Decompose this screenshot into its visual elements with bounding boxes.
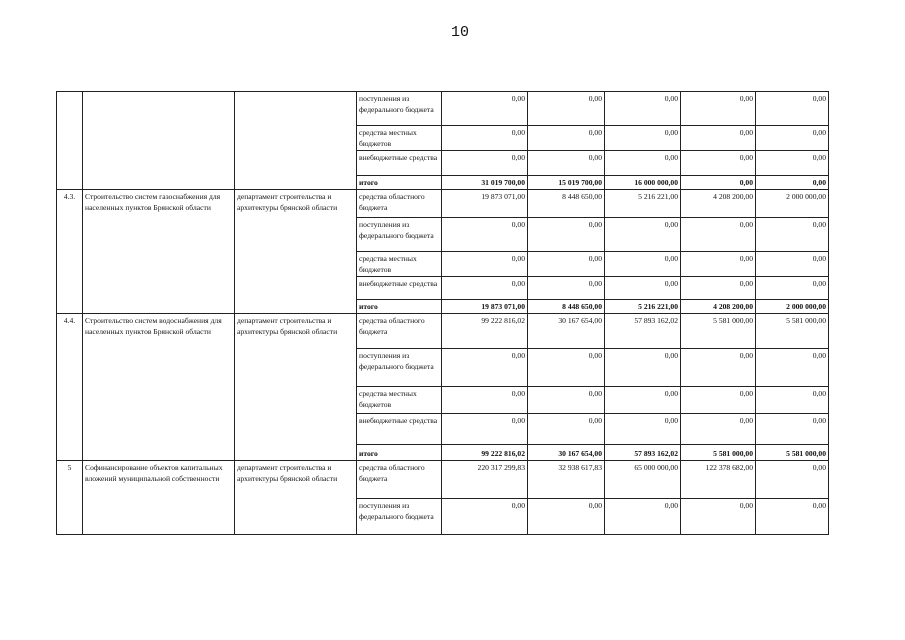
activity-name: [83, 92, 235, 190]
activity-name: Строительство систем газоснабжения для населенных пунктов Брянской области: [83, 190, 235, 314]
amount-cell: 5 216 221,00: [605, 300, 681, 314]
amount-cell: 0,00: [756, 277, 829, 300]
amount-cell: 0,00: [442, 252, 528, 277]
amount-cell: 0,00: [756, 414, 829, 445]
row-index: 4.3.: [57, 190, 83, 314]
funding-source: итого: [357, 176, 442, 190]
table-row: [57, 190, 829, 218]
responsible-executor: департамент строительства и архитектуры брянской области: [235, 314, 357, 461]
funding-source: поступления из федерального бюджета: [357, 218, 442, 252]
table-row: [57, 92, 829, 126]
amount-cell: 19 873 071,00: [442, 190, 528, 218]
amount-cell: 0,00: [605, 218, 681, 252]
amount-cell: 0,00: [681, 414, 756, 445]
amount-cell: 0,00: [442, 151, 528, 176]
amount-cell: 0,00: [756, 151, 829, 176]
funding-source: внебюджетные средства: [357, 414, 442, 445]
amount-cell: 5 581 000,00: [756, 445, 829, 461]
amount-cell: 99 222 816,02: [442, 314, 528, 349]
row-index: [57, 92, 83, 190]
amount-cell: 0,00: [528, 277, 605, 300]
amount-cell: 0,00: [442, 387, 528, 414]
amount-cell: 8 448 650,00: [528, 190, 605, 218]
funding-source: поступления из федерального бюджета: [357, 92, 442, 126]
funding-source: внебюджетные средства: [357, 151, 442, 176]
amount-cell: 122 378 682,00: [681, 461, 756, 499]
amount-cell: 0,00: [756, 176, 829, 190]
amount-cell: 0,00: [528, 92, 605, 126]
amount-cell: 0,00: [681, 387, 756, 414]
amount-cell: 0,00: [681, 499, 756, 535]
amount-cell: 0,00: [442, 349, 528, 387]
amount-cell: 0,00: [681, 176, 756, 190]
amount-cell: 5 216 221,00: [605, 190, 681, 218]
amount-cell: 0,00: [442, 499, 528, 535]
amount-cell: 0,00: [605, 499, 681, 535]
amount-cell: 57 893 162,02: [605, 314, 681, 349]
amount-cell: 99 222 816,02: [442, 445, 528, 461]
amount-cell: 0,00: [681, 126, 756, 151]
amount-cell: 0,00: [442, 414, 528, 445]
amount-cell: 0,00: [442, 92, 528, 126]
funding-source: поступления из федерального бюджета: [357, 499, 442, 535]
amount-cell: 30 167 654,00: [528, 314, 605, 349]
amount-cell: 0,00: [681, 92, 756, 126]
amount-cell: 0,00: [756, 499, 829, 535]
amount-cell: 2 000 000,00: [756, 300, 829, 314]
amount-cell: 0,00: [528, 414, 605, 445]
funding-source: средства местных бюджетов: [357, 252, 442, 277]
amount-cell: 0,00: [756, 461, 829, 499]
amount-cell: 0,00: [528, 499, 605, 535]
amount-cell: 19 873 071,00: [442, 300, 528, 314]
activity-name: Софинансирование объектов капитальных вложений муниципальной собственности: [83, 461, 235, 535]
funding-source: средства областного бюджета: [357, 461, 442, 499]
amount-cell: 220 317 299,83: [442, 461, 528, 499]
amount-cell: 57 893 162,02: [605, 445, 681, 461]
amount-cell: 0,00: [681, 252, 756, 277]
table-row: [57, 461, 829, 499]
amount-cell: 0,00: [605, 387, 681, 414]
amount-cell: 4 208 200,00: [681, 300, 756, 314]
amount-cell: 0,00: [756, 92, 829, 126]
funding-source: итого: [357, 445, 442, 461]
amount-cell: 0,00: [605, 277, 681, 300]
amount-cell: 4 208 200,00: [681, 190, 756, 218]
funding-source: итого: [357, 300, 442, 314]
amount-cell: 0,00: [681, 277, 756, 300]
amount-cell: 0,00: [756, 349, 829, 387]
amount-cell: 5 581 000,00: [681, 314, 756, 349]
funding-source: средства местных бюджетов: [357, 126, 442, 151]
amount-cell: 0,00: [605, 349, 681, 387]
amount-cell: 2 000 000,00: [756, 190, 829, 218]
amount-cell: 30 167 654,00: [528, 445, 605, 461]
activity-name: Строительство систем водоснабжения для населенных пунктов Брянской области: [83, 314, 235, 461]
amount-cell: 0,00: [605, 92, 681, 126]
amount-cell: 0,00: [528, 349, 605, 387]
amount-cell: 32 938 617,83: [528, 461, 605, 499]
amount-cell: 0,00: [442, 277, 528, 300]
amount-cell: 0,00: [605, 151, 681, 176]
amount-cell: 0,00: [681, 151, 756, 176]
budget-table: [56, 91, 829, 535]
amount-cell: 0,00: [756, 387, 829, 414]
amount-cell: 0,00: [756, 218, 829, 252]
amount-cell: 0,00: [528, 387, 605, 414]
amount-cell: 0,00: [528, 218, 605, 252]
amount-cell: 0,00: [605, 252, 681, 277]
amount-cell: 0,00: [442, 218, 528, 252]
amount-cell: 5 581 000,00: [756, 314, 829, 349]
amount-cell: 0,00: [605, 126, 681, 151]
row-index: 5: [57, 461, 83, 535]
funding-source: средства местных бюджетов: [357, 387, 442, 414]
amount-cell: 5 581 000,00: [681, 445, 756, 461]
amount-cell: 8 448 650,00: [528, 300, 605, 314]
responsible-executor: департамент строительства и архитектуры брянской области: [235, 461, 357, 535]
amount-cell: 0,00: [756, 252, 829, 277]
responsible-executor: [235, 92, 357, 190]
amount-cell: 0,00: [528, 151, 605, 176]
funding-source: внебюджетные средства: [357, 277, 442, 300]
funding-source: средства областного бюджета: [357, 314, 442, 349]
amount-cell: 31 019 700,00: [442, 176, 528, 190]
amount-cell: 65 000 000,00: [605, 461, 681, 499]
responsible-executor: департамент строительства и архитектуры брянской области: [235, 190, 357, 314]
row-index: 4.4.: [57, 314, 83, 461]
amount-cell: 0,00: [756, 126, 829, 151]
amount-cell: 0,00: [442, 126, 528, 151]
amount-cell: 0,00: [528, 126, 605, 151]
page-number: 10: [450, 24, 469, 41]
amount-cell: 0,00: [681, 218, 756, 252]
amount-cell: 0,00: [605, 414, 681, 445]
amount-cell: 15 019 700,00: [528, 176, 605, 190]
amount-cell: 0,00: [528, 252, 605, 277]
funding-source: средства областного бюджета: [357, 190, 442, 218]
amount-cell: 0,00: [681, 349, 756, 387]
funding-source: поступления из федерального бюджета: [357, 349, 442, 387]
amount-cell: 16 000 000,00: [605, 176, 681, 190]
table-row: [57, 314, 829, 349]
